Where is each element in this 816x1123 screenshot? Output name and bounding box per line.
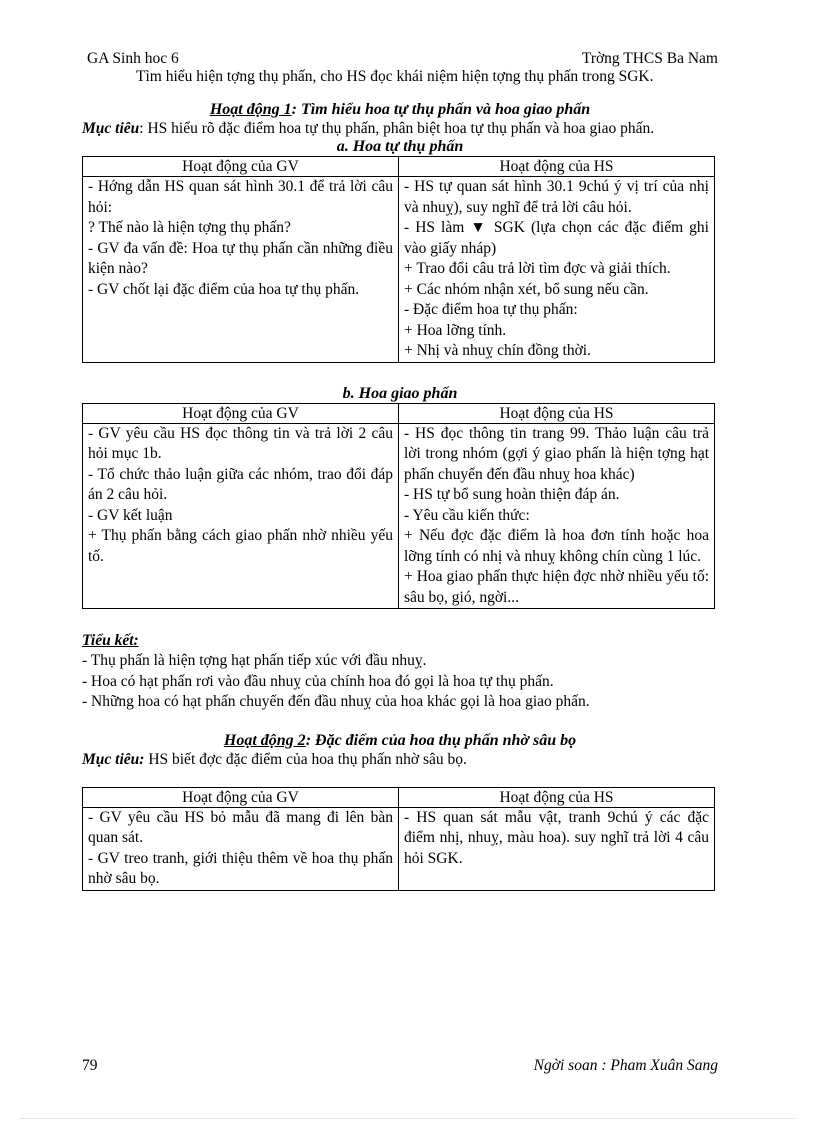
document-page — [82, 50, 718, 891]
summary-line: - Hoa có hạt phấn rơi vào đầu nhuỵ của chính hoa đó gọi là hoa tự thụ phấn. — [82, 672, 554, 690]
gv-line: - Hớng dẫn HS quan sát hình 30.1 để trả lời câu hỏi: — [88, 178, 393, 216]
page-header — [82, 50, 718, 68]
hs-line: + Trao đổi câu trả lời tìm đợc và giải thích. — [404, 260, 671, 277]
hs-line: - Yêu cầu kiến thức: — [404, 506, 530, 524]
objective-text: HS biết đợc đặc điểm của hoa thụ phấn nhờ sâu bọ. — [144, 750, 467, 768]
gv-line: - GV treo tranh, giới thiệu thêm về hoa thụ phấn nhờ sâu bọ. — [88, 849, 393, 887]
col-header-hs: Hoạt động của HS — [399, 157, 715, 177]
hs-line: + Nếu đợc đặc điểm là hoa đơn tính hoặc hoa lỡng tính có nhị và nhuỵ không chín cùng 1 lúc. — [404, 527, 709, 565]
page-footer — [82, 1057, 718, 1075]
section-a-table — [82, 156, 715, 363]
hs-line: + Hoa giao phấn thực hiện đợc nhờ nhiều yếu tố: sâu bọ, gió, ngời... — [404, 568, 709, 606]
hs-cell — [399, 807, 715, 890]
objective-label: Mục tiêu — [82, 120, 140, 137]
objective-label: Mục tiêu: — [82, 750, 145, 768]
hs-line: - HS tự quan sát hình 30.1 9chú ý vị trí của nhị và nhuỵ), suy nghĩ để trả lời câu hỏi. — [404, 178, 709, 216]
summary-line: - Thụ phấn là hiện tợng hạt phấn tiếp xúc với đầu nhuỵ. — [82, 652, 427, 669]
gv-cell — [83, 177, 399, 363]
activity-1-title-rest: : Tìm hiểu hoa tự thụ phấn và hoa giao phấn — [291, 101, 591, 118]
col-header-gv: Hoạt động của GV — [83, 787, 399, 807]
gv-line: - GV yêu cầu HS bỏ mẫu đã mang đi lên bàn quan sát. — [88, 808, 393, 846]
gv-line: - Tổ chức thảo luận giữa các nhóm, trao đổi đáp án 2 câu hỏi. — [88, 465, 393, 503]
hs-line: + Các nhóm nhận xét, bổ sung nếu cần. — [404, 280, 649, 298]
table-header-row — [83, 157, 715, 177]
gv-line: - GV chốt lại đặc điểm của hoa tự thụ phấn. — [88, 280, 360, 298]
table-row — [83, 177, 715, 363]
gv-line: - GV yêu cầu HS đọc thông tin và trả lời 2 câu hỏi mục 1b. — [88, 424, 393, 462]
hs-line: - Đặc điểm hoa tự thụ phấn: — [404, 301, 578, 318]
footer-author: Ngời soan : Pham Xuân Sang — [533, 1057, 718, 1074]
section-b-table — [82, 403, 715, 610]
gv-line: - GV kết luận — [88, 506, 173, 524]
section-a-title: a. Hoa tự thụ phấn — [336, 138, 464, 155]
section-c-table — [82, 787, 715, 891]
hs-line: + Nhị và nhuỵ chín đồng thời. — [404, 342, 591, 359]
objective-text: : HS hiểu rõ đặc điểm hoa tự thụ phấn, phân biệt hoa tự thụ phấn và hoa giao phấn. — [139, 120, 655, 137]
col-header-gv: Hoạt động của GV — [83, 157, 399, 177]
activity-2-title-rest: : Đặc điểm của hoa thụ phấn nhờ sâu bọ — [305, 731, 577, 749]
table-row — [83, 807, 715, 890]
hs-line: - HS đọc thông tin trang 99. Thảo luận câu trả lời trong nhóm (gợi ý giao phấn là hiện tợng hạt phấn chuyển đến đầu nhuỵ hoa khác) — [404, 424, 709, 483]
table-row — [83, 423, 715, 609]
table-header-row — [83, 787, 715, 807]
intro-paragraph: Tìm hiểu hiện tợng thụ phấn, cho HS đọc khái niệm hiện tợng thụ phấn trong SGK. — [136, 68, 654, 85]
gv-line: + Thụ phấn bằng cách giao phấn nhờ nhiều yếu tố. — [88, 527, 393, 565]
bottom-divider — [20, 1118, 796, 1119]
hs-line: - HS quan sát mẫu vật, tranh 9chú ý các đặc điểm nhị, nhuỵ, màu hoa). suy nghĩ trả lời 4 câu hỏi SGK. — [404, 808, 709, 867]
col-header-hs: Hoạt động của HS — [399, 403, 715, 423]
col-header-gv: Hoạt động của GV — [83, 403, 399, 423]
summary-title: Tiểu kết: — [82, 632, 139, 649]
header-subject: GA Sinh hoc 6 — [87, 50, 179, 67]
activity-2-objective — [82, 751, 718, 769]
page-number: 79 — [82, 1057, 98, 1074]
activity-1-heading — [82, 100, 718, 120]
activity-2-title: Hoạt động 2 — [223, 731, 306, 749]
activity-2-heading — [82, 731, 718, 751]
hs-line: + Hoa lỡng tính. — [404, 321, 507, 339]
summary-line: - Những hoa có hạt phấn chuyển đến đầu nhuỵ của hoa khác gọi là hoa giao phấn. — [82, 693, 590, 710]
table-header-row — [83, 403, 715, 423]
activity-1-title: Hoạt động 1 — [209, 101, 292, 118]
gv-cell — [83, 807, 399, 890]
gv-line: - GV đa vấn đề: Hoa tự thụ phấn cần những điều kiện nào? — [88, 239, 393, 277]
gv-cell — [83, 423, 399, 609]
activity-1-objective — [82, 120, 718, 138]
col-header-hs: Hoạt động của HS — [399, 787, 715, 807]
hs-line: - HS làm ▼ SGK (lựa chọn các đặc điểm ghi vào giấy nháp) — [404, 219, 709, 257]
section-b-title: b. Hoa giao phấn — [342, 384, 458, 402]
header-school: Trờng THCS Ba Nam — [581, 50, 718, 67]
gv-line: ? Thế nào là hiện tợng thụ phấn? — [88, 219, 291, 236]
hs-cell — [399, 177, 715, 363]
hs-cell — [399, 423, 715, 609]
hs-line: - HS tự bổ sung hoàn thiện đáp án. — [404, 486, 620, 503]
